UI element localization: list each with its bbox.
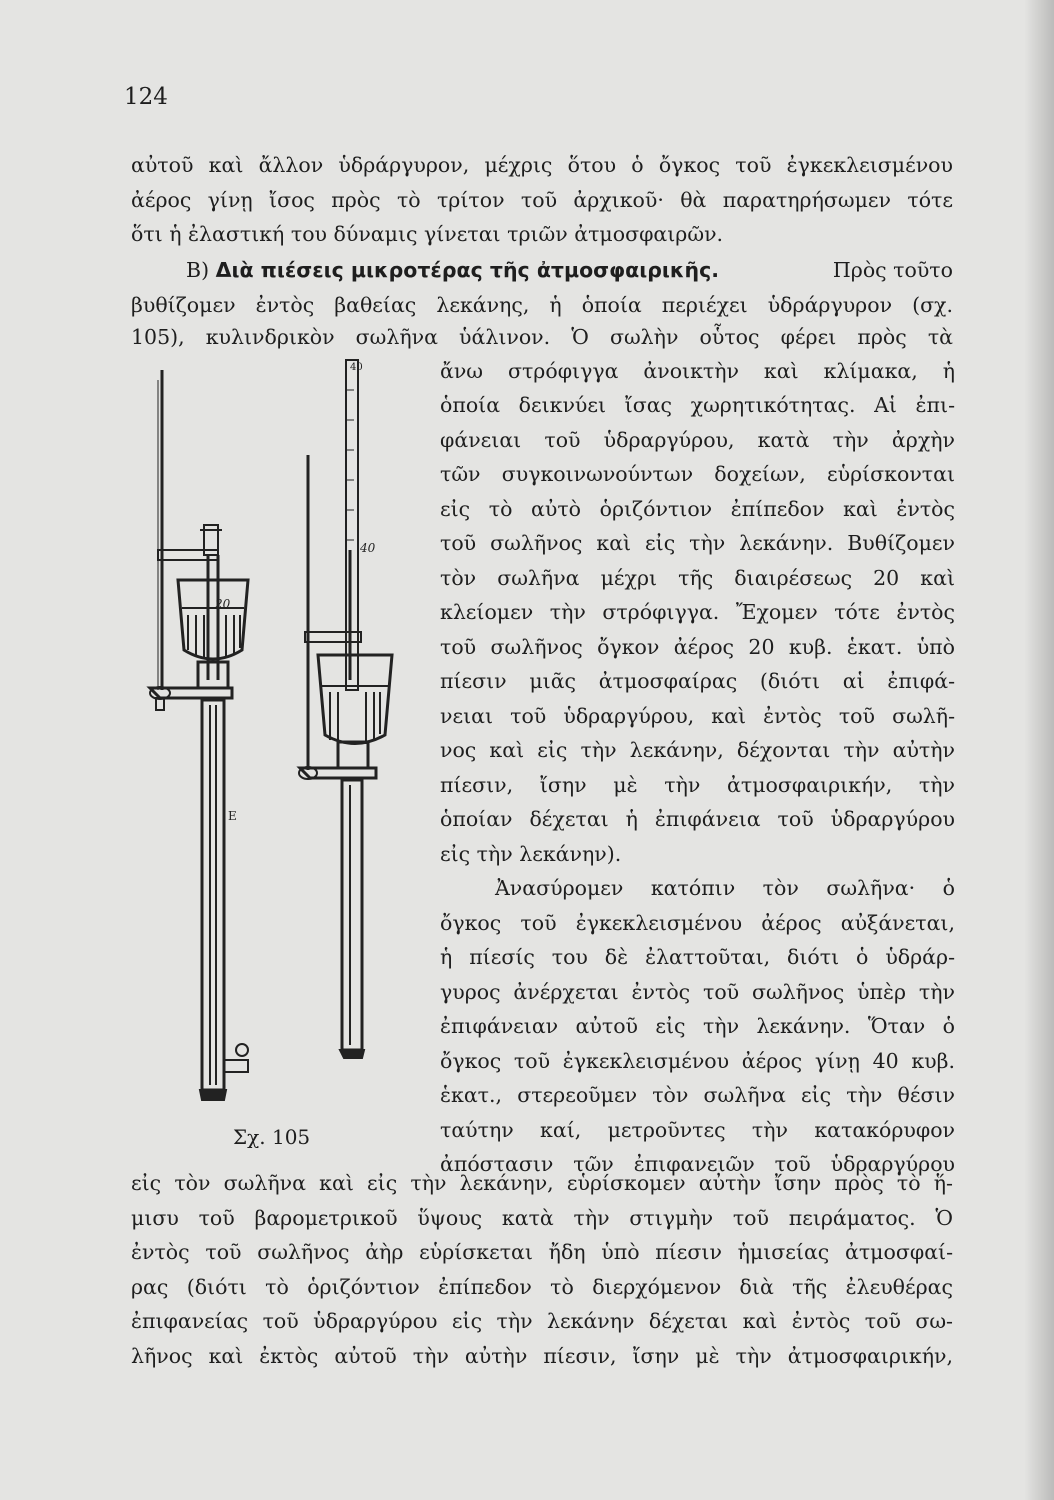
column-text-line: ἡ πίεσίς του δὲ ἐλαττοῦται, διότι ὁ ὑδράρ-	[440, 945, 955, 969]
figure-caption: Σχ. 105	[233, 1125, 311, 1149]
column-text-line: γυρος ἀνέρχεται ἐντὸς τοῦ σωλῆνος ὑπὲρ τὴν	[440, 980, 955, 1004]
column-text-line: εἰς τὸ αὐτὸ ὁριζόντιον ἐπίπεδον καὶ ἐντὸς	[440, 497, 955, 521]
page-edge-shadow	[1024, 0, 1054, 1500]
column-text-line: εἰς τὴν λεκάνην).	[440, 842, 622, 866]
column-text-line: ἄνω στρόφιγγα ἀνοικτὴν καὶ κλίμακα, ἡ	[440, 359, 955, 383]
column-text-line: πίεσιν, ἴσην μὲ τὴν ἀτμοσφαιρικήν, τὴν	[440, 773, 955, 797]
text-line: ρας (διότι τὸ ὁριζόντιον ἐπίπεδον τὸ διερχόμενον διὰ τῆς ἐλευθέρας	[131, 1275, 953, 1299]
text-line: 105), κυλινδρικὸν σωλῆνα ὑάλινον. Ὁ σωλὴν οὗτος φέρει πρὸς τὰ	[131, 325, 953, 349]
column-text-line: ἐπιφάνειαν αὐτοῦ εἰς τὴν λεκάνην. Ὅταν ὁ	[440, 1014, 955, 1038]
text-line: εἰς τὸν σωλῆνα καὶ εἰς τὴν λεκάνην, εὑρίσκομεν αὐτὴν ἴσην πρὸς τὸ ἥ-	[131, 1171, 953, 1195]
right-mark-label: 40	[360, 541, 376, 555]
column-text-line: ὁποία δεικνύει ἴσας χωρητικότητας. Αἱ ἐπι-	[440, 393, 955, 417]
text-line: βυθίζομεν ἐντὸς βαθείας λεκάνης, ἡ ὁποία περιέχει ὑδράργυρον (σχ.	[131, 293, 953, 317]
column-text-line: τοῦ σωλῆνος καὶ εἰς τὴν λεκάνην. Βυθίζομεν	[440, 531, 955, 555]
column-text-line: ταύτην καί, μετροῦντες τὴν κατακόρυφον	[440, 1118, 955, 1142]
left-mark-label: 20	[215, 597, 231, 611]
text-line: ἐπιφανείας τοῦ ὑδραργύρου εἰς τὴν λεκάνην δέχεται καὶ ἐντὸς τοῦ σω-	[131, 1309, 953, 1333]
column-text-line: ὄγκος τοῦ ἐγκεκλεισμένου ἀέρος αὐξάνεται,	[440, 911, 955, 935]
section-heading-line	[131, 255, 953, 286]
text-line: ἀέρος γίνῃ ἴσος πρὸς τὸ τρίτον τοῦ ἀρχικοῦ· θὰ παρατηρήσωμεν τότε	[131, 188, 953, 212]
column-text-line: τῶν συγκοινωνούντων δοχείων, εὑρίσκονται	[440, 462, 955, 486]
column-text-line: Ἀνασύρομεν κατόπιν τὸν σωλῆνα· ὁ	[495, 876, 955, 900]
column-text-line: τοῦ σωλῆνος ὄγκον ἀέρος 20 κυβ. ἑκατ. ὑπὸ	[440, 635, 955, 659]
column-text-line: κλείομεν τὴν στρόφιγγα. Ἔχομεν τότε ἐντὸς	[440, 600, 955, 624]
column-text-line: ἀπόστασιν τῶν ἐπιφανειῶν τοῦ ὑδραργύρου	[440, 1152, 955, 1176]
text-line: ἐντὸς τοῦ σωλῆνος ἀὴρ εὑρίσκεται ἤδη ὑπὸ πίεσιν ἡμισείας ἀτμοσφαί-	[131, 1240, 953, 1264]
column-text-line: φάνειαι τοῦ ὑδραργύρου, κατὰ τὴν ἀρχὴν	[440, 428, 955, 452]
text-line: ὅτι ἡ ἐλαστική του δύναμις γίνεται τριῶν ἀτμοσφαιρῶν.	[131, 222, 724, 246]
text-line: αὐτοῦ καὶ ἄλλον ὑδράργυρον, μέχρις ὅτου ὁ ὄγκος τοῦ ἐγκεκλεισμένου	[131, 153, 953, 177]
section-continuation: Πρὸς τοῦτο	[832, 258, 953, 282]
top-mark-label: 40	[350, 362, 363, 373]
apparatus-figure	[130, 350, 420, 1120]
column-text-line: πίεσιν μιᾶς ἀτμοσφαίρας (διότι αἱ ἐπιφά-	[440, 669, 955, 693]
text-line: λῆνος καὶ ἐκτὸς αὐτοῦ τὴν αὐτὴν πίεσιν, ἴσην μὲ τὴν ἀτμοσφαιρικήν,	[131, 1344, 953, 1368]
column-text-line: τὸν σωλῆνα μέχρι τῆς διαιρέσεως 20 καὶ	[440, 566, 955, 590]
column-text-line: νος καὶ εἰς τὴν λεκάνην, δέχονται τὴν αὐτὴν	[440, 738, 955, 762]
column-text-line: ὁποίαν δέχεται ἡ ἐπιφάνεια τοῦ ὑδραργύρου	[440, 807, 955, 831]
column-text-line: νειαι τοῦ ὑδραργύρου, καὶ ἐντὸς τοῦ σωλῆ-	[440, 704, 955, 728]
text-line: μισυ τοῦ βαρομετρικοῦ ὕψους κατὰ τὴν στιγμὴν τοῦ πειράματος. Ὁ	[131, 1206, 953, 1230]
page-number: 124	[124, 84, 168, 110]
section-heading: Διὰ πιέσεις μικροτέρας τῆς ἀτμοσφαιρικῆς.	[215, 258, 720, 282]
side-mark-label: Ε	[228, 809, 237, 823]
column-text-line: ὄγκος τοῦ ἐγκεκλεισμένου ἀέρος γίνῃ 40 κυβ.	[440, 1049, 955, 1073]
column-text-line: ἑκατ., στερεοῦμεν τὸν σωλῆνα εἰς τὴν θέσιν	[440, 1083, 955, 1107]
section-label: Β)	[186, 258, 210, 282]
